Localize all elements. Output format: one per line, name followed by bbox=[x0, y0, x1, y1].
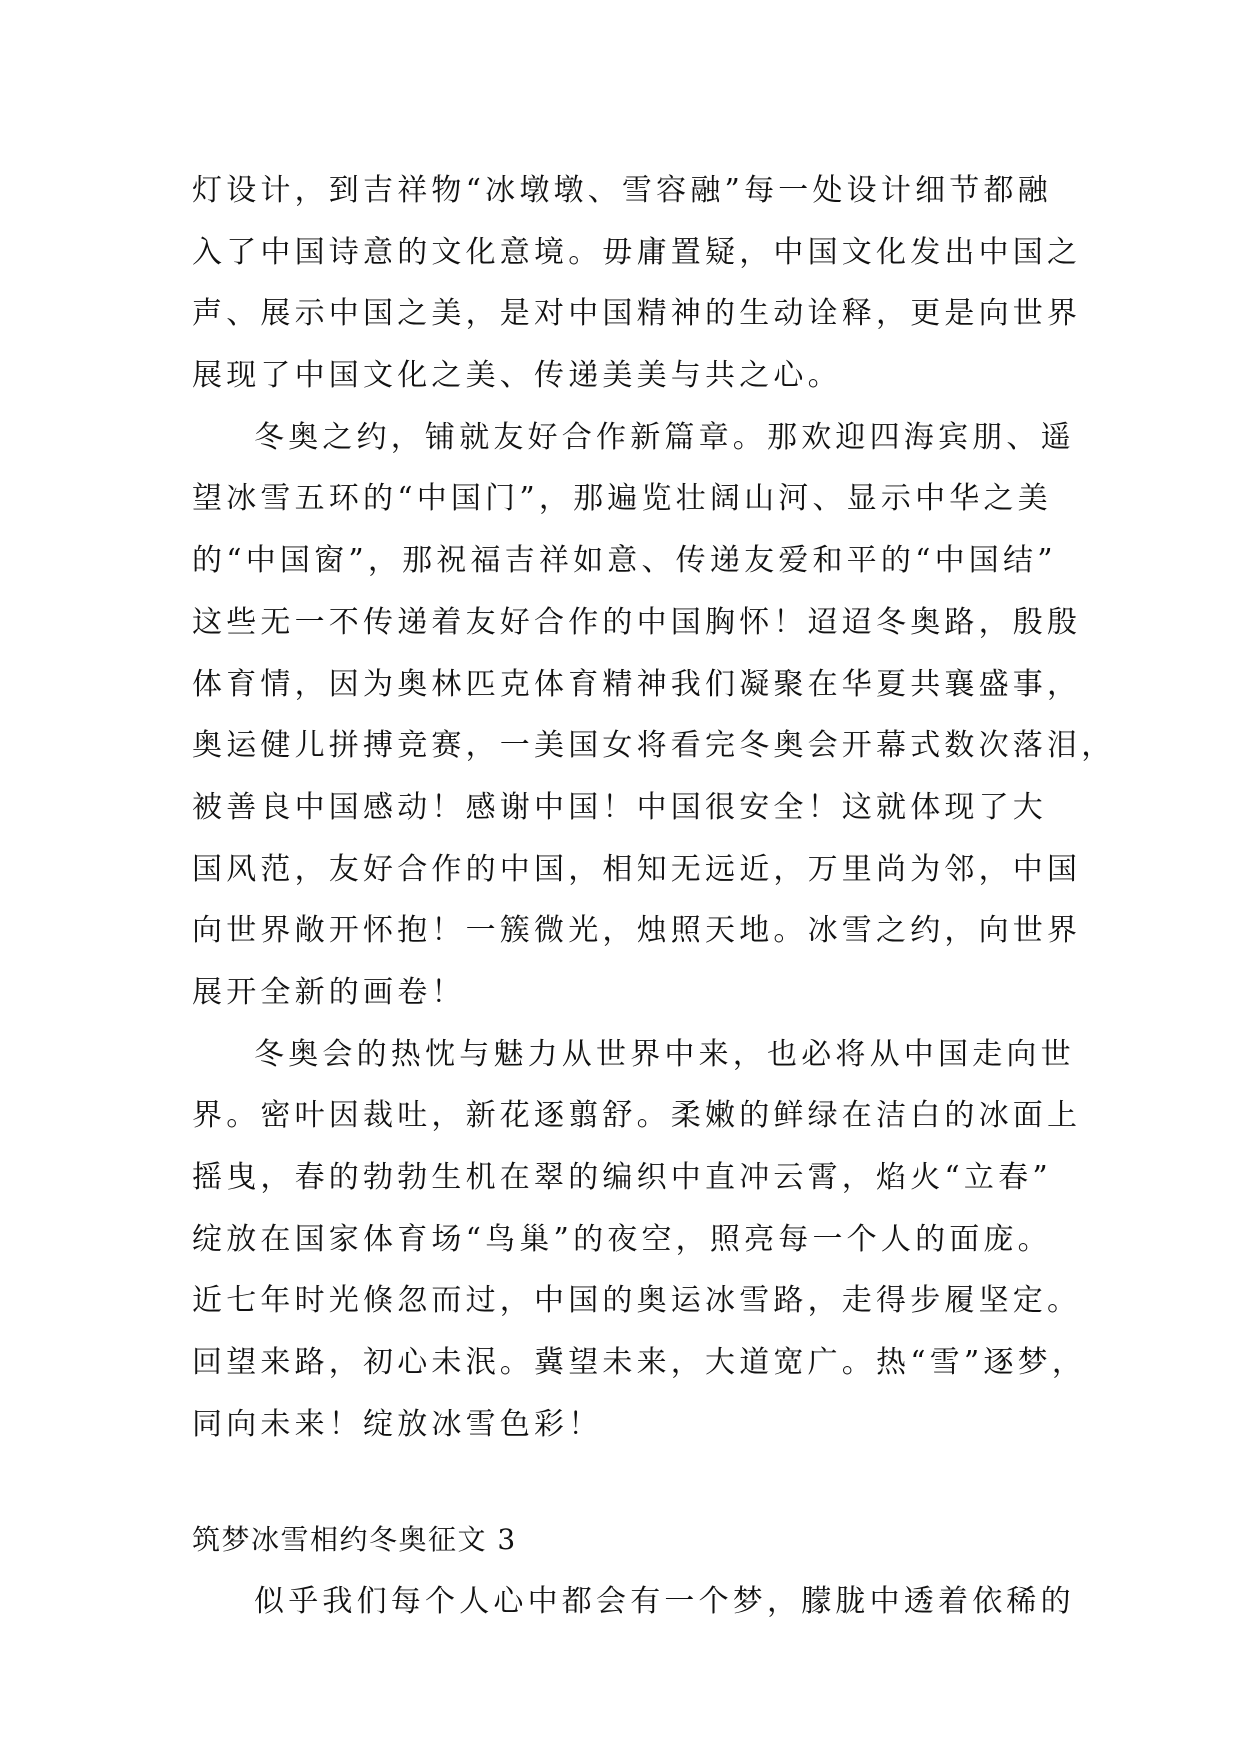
paragraph bbox=[192, 1571, 1075, 1633]
text-line: 灯设计，到吉祥物“冰墩墩、雪容融”每一处设计细节都融 bbox=[192, 173, 1052, 208]
text-line: 体育情，因为奥林匹克体育精神我们凝聚在华夏共襄盛事， bbox=[192, 666, 1082, 702]
text-line: 这些无一不传递着友好合作的中国胸怀！迢迢冬奥路，殷殷 bbox=[192, 604, 1082, 640]
text-line: 近七年时光倏忽而过，中国的奥运冰雪路，走得步履坚定。 bbox=[192, 1283, 1082, 1319]
text-line: 冬奥会的热忱与魅力从世界中来，也必将从中国走向世 bbox=[254, 1036, 1075, 1072]
text-line: 入了中国诗意的文化意境。毋庸置疑，中国文化发出中国之 bbox=[192, 234, 1082, 270]
text-line: 展现了中国文化之美、传递美美与共之心。 bbox=[192, 358, 842, 394]
section-spacer bbox=[192, 1455, 1052, 1509]
text-line: 界。密叶因裁吐，新花逐翦舒。柔嫩的鲜绿在洁白的冰面上 bbox=[192, 1098, 1082, 1134]
text-line: 国风范，友好合作的中国，相知无远近，万里尚为邻，中国 bbox=[192, 851, 1082, 887]
text-line: 声、展示中国之美，是对中国精神的生动诠释，更是向世界 bbox=[192, 296, 1082, 332]
text-line: 望冰雪五环的“中国门”，那遍览壮阔山河、显示中华之美 bbox=[192, 481, 1052, 517]
section-heading: 筑梦冰雪相约冬奥征文 3 bbox=[192, 1523, 517, 1557]
paragraph bbox=[192, 160, 1082, 407]
text-line: 同向未来！绽放冰雪色彩！ bbox=[192, 1406, 603, 1442]
document-body bbox=[192, 160, 1116, 1633]
paragraph bbox=[192, 1024, 1087, 1456]
text-line: 冬奥之约，铺就友好合作新篇章。那欢迎四海宾朋、遥 bbox=[254, 419, 1075, 455]
paragraph bbox=[192, 407, 1116, 1024]
text-line: 的“中国窗”，那祝福吉祥如意、传递友爱和平的“中国结” bbox=[192, 543, 1057, 579]
text-line: 回望来路，初心未泯。冀望未来，大道宽广。热“雪”逐梦， bbox=[192, 1345, 1087, 1381]
text-line: 向世界敞开怀抱！一簇微光，烛照天地。冰雪之约，向世界 bbox=[192, 913, 1082, 949]
text-line: 摇曳，春的勃勃生机在翠的编织中直冲云霄，焰火“立春” bbox=[192, 1160, 1052, 1195]
text-line: 展开全新的画卷！ bbox=[192, 974, 466, 1010]
text-line: 似乎我们每个人心中都会有一个梦，朦胧中透着依稀的 bbox=[254, 1584, 1075, 1620]
text-line: 绽放在国家体育场“鸟巢”的夜空，照亮每一个人的面庞。 bbox=[192, 1221, 1052, 1257]
text-line: 奥运健儿拼搏竞赛，一美国女将看完冬奥会开幕式数次落泪， bbox=[192, 728, 1116, 764]
text-line: 被善良中国感动！感谢中国！中国很安全！这就体现了大 bbox=[192, 789, 1047, 825]
